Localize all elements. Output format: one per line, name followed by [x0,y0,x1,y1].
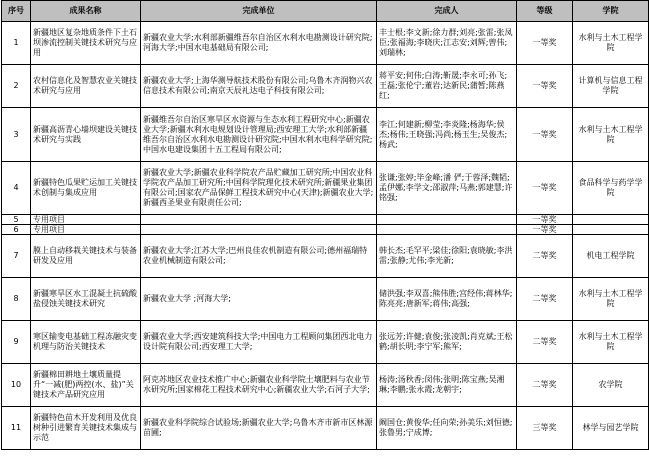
award-grade: 三等奖 [517,407,573,450]
row-seq: 9 [2,321,31,364]
row-seq: 8 [2,278,31,321]
completing-units: 阿克苏地区农业技术推广中心;新疆农业科学院土壤肥料与农业节水研究所;国家棉花工程技术研究中心;新疆农业大学;石河子大学; [141,364,377,407]
college-name: 食品科学与药学学院 [573,162,649,215]
college-name: 水利与土木工程学院 [573,278,649,321]
table-row [2,235,649,278]
table-row [2,65,649,108]
awards-table [1,0,649,450]
achievement-name: 新疆特色瓜果贮运加工关键技术创制与集成应用 [31,162,141,215]
college-name: 水利与土木工程学院 [573,321,649,364]
completing-units: 新疆农业大学;江苏大学;巴州良佳农机制造有限公司;德州福瑞特农业机械制造有限公司; [141,235,377,278]
college-name: 林学与园艺学院 [573,407,649,450]
completing-units: 新疆农业科学院综合试验场;新疆农业大学;乌鲁木齐市新市区林源苗圃; [141,407,377,450]
completing-persons: 阚国仓;黄俊华;任向荣;孙美乐;刘恒德;张鲁男;宁成博; [377,407,517,450]
college-name: 农学院 [573,364,649,407]
row-seq: 6 [2,225,31,235]
table-row [2,364,649,407]
row-seq: 5 [2,215,31,225]
row-seq: 3 [2,108,31,162]
row-seq: 2 [2,65,31,108]
header-college: 学院 [573,1,649,22]
achievement-name: 新疆特色苗木开发利用及优良树种引进繁育关键技术集成与示范 [31,407,141,450]
row-seq: 11 [2,407,31,450]
completing-units: 新疆农业大学;西安建筑科技大学;中国电力工程顾问集团西北电力设计院有限公司;西安理工大学; [141,321,377,364]
achievement-name: 专用项目 [31,225,141,235]
table-row [2,407,649,450]
award-grade: 一等奖 [517,22,573,65]
completing-persons: 李江;何建新;柳莹;李炎隆;杨海华;侯杰;杨伟;王晓强;冯尚;杨玉生;吴俊杰;杨武; [377,108,517,162]
completing-units: 新疆农业大学;新疆农业科学院农产品贮藏加工研究所;中国农业科学院农产品加工研究所;中国科学院理化技术研究所;新疆果业集团有限公司;国家农产品保鲜工程技术研究中心(天津);新疆农业大学;新疆西圣果业有限责任公司; [141,162,377,215]
achievement-name: 新疆地区复杂地质条件下土石坝渗流控制关键技术研究与应用 [31,22,141,65]
achievement-name: 新疆棉田耕地土壤质量提升“一减(肥)两控(水、盐)”关键技术产品研究应用 [31,364,141,407]
completing-persons: 蒋平安;何伟;白涛;靳晟;李永可;孙飞;王磊;张伦宁;董岩;达新民;蒲暂;陈燕红; [377,65,517,108]
achievement-name: 农村信息化及智慧农业关键技术研究与应用 [31,65,141,108]
header-people: 完成人 [377,1,517,22]
completing-persons: 张谦;张婷;毕金峰;潘 俨;于蓉泽;魏韬;孟伊娜;李学文;邵淑萍;马燕;郭建慧;许铭强; [377,162,517,215]
completing-units [141,215,377,225]
row-seq: 1 [2,22,31,65]
achievement-name: 新疆寒旱区水工混凝土抗硫酸盐侵蚀关键技术研究 [31,278,141,321]
award-grade: 二等奖 [517,278,573,321]
achievement-name: 新疆高沥青心墙坝建设关键技术研究与实践 [31,108,141,162]
completing-units [141,225,377,235]
row-seq: 7 [2,235,31,278]
completing-units: 新疆农业大学;水利部新疆维吾尔自治区水利水电勘测设计研究院;河海大学;中国水电基础局有限公司; [141,22,377,65]
achievement-name: 膜上自动移栽关键技术与装备研发及应用 [31,235,141,278]
header-row [2,1,649,22]
table-row [2,108,649,162]
table-row [2,225,649,235]
table-row [2,215,649,225]
college-name [573,225,649,235]
college-name: 水利与土木工程学院 [573,108,649,162]
row-seq: 4 [2,162,31,215]
award-grade: 二等奖 [517,364,573,407]
completing-persons [377,215,517,225]
table-body [2,22,649,450]
completing-persons: 杨涛;汤秋香;闵伟;张明;陈宝燕;吴湘琳;李鹏;张永霞;龙朝宇; [377,364,517,407]
award-grade: 一等奖 [517,108,573,162]
table-row [2,22,649,65]
row-seq: 10 [2,364,31,407]
completing-units: 新疆维吾尔自治区寒旱区水资源与生态水利工程研究中心;新疆农业大学;新疆水利水电规划设计管理局;西安理工大学;水利部新疆维吾尔自治区水利水电勘测设计研究院;中国水利水电科学研究院;中国水电建设集团十五工程局有限公司; [141,108,377,162]
header-name: 成果名称 [31,1,141,22]
completing-persons [377,225,517,235]
completing-persons: 韩长杰;毛罕平;梁佳;徐阳;袁晓敏;李洪雷;张静;尤伟;李光新; [377,235,517,278]
header-grade: 等级 [517,1,573,22]
award-grade: 二等奖 [517,321,573,364]
completing-persons: 丰士根;李文新;徐力群;刘亮;张雷;张凤臣;张福海;李晓庆;江志安;刘辉;曾伟;刘瑞林; [377,22,517,65]
achievement-name: 寒区输变电基础工程冻融灾变机理与防治关键技术 [31,321,141,364]
header-seq: 序号 [2,1,31,22]
completing-units: 新疆农业大学;上海华测导航技术股份有限公司;乌鲁木齐润物兴农信息技术有限公司;南京天辰礼达电子科技有限公司; [141,65,377,108]
completing-persons: 储洪强;李双喜;熊伟胜;宫经伟;蒋林华;陈亮亮;唐新军;蒋伟;高强; [377,278,517,321]
college-name: 水利与土木工程学院 [573,22,649,65]
award-grade: 一等奖 [517,215,573,225]
table-row [2,278,649,321]
college-name [573,215,649,225]
award-grade: 一等奖 [517,162,573,215]
table-row [2,321,649,364]
table-row [2,162,649,215]
college-name: 计算机与信息工程学院 [573,65,649,108]
award-grade: 二等奖 [517,235,573,278]
college-name: 机电工程学院 [573,235,649,278]
completing-units: 新疆农业大学 ;河海大学; [141,278,377,321]
completing-persons: 张远芳;许健;袁俊;张凌凯;肖克斌;王松鹤;胡长明;李宁军;熊军; [377,321,517,364]
header-unit: 完成单位 [141,1,377,22]
award-grade: 一等奖 [517,65,573,108]
achievement-name: 专用项目 [31,215,141,225]
award-grade: 一等奖 [517,225,573,235]
